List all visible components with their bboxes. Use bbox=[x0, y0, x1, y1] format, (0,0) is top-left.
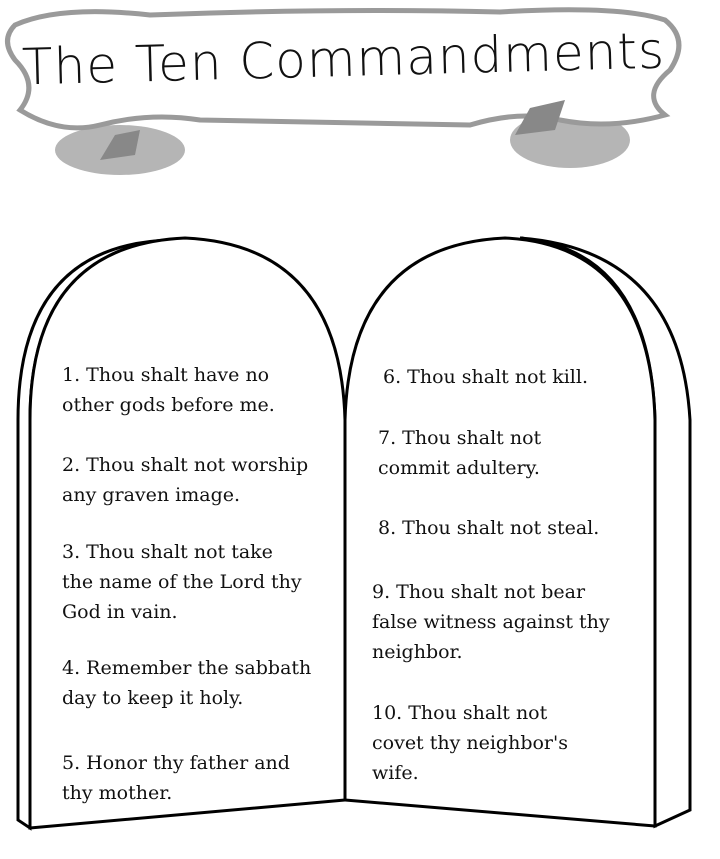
line: 9. Thou shalt not bear bbox=[372, 581, 586, 603]
line: 2. Thou shalt not worship bbox=[62, 454, 309, 476]
line: 7. Thou shalt not bbox=[378, 427, 542, 449]
line: 4. Remember the sabbath bbox=[62, 657, 312, 679]
commandment-9 bbox=[372, 577, 610, 667]
commandment-8 bbox=[378, 513, 599, 543]
commandment-5 bbox=[62, 748, 290, 808]
line: God in vain. bbox=[62, 601, 178, 623]
line: 10. Thou shalt not bbox=[372, 702, 548, 724]
commandment-4 bbox=[62, 653, 311, 713]
line: neighbor. bbox=[372, 641, 463, 663]
line: 5. Honor thy father and bbox=[62, 752, 290, 774]
line: other gods before me. bbox=[62, 394, 275, 416]
line: covet thy neighbor's bbox=[372, 732, 568, 754]
line: 3. Thou shalt not take bbox=[62, 541, 273, 563]
line: wife. bbox=[372, 762, 419, 784]
line: 8. Thou shalt not steal. bbox=[378, 517, 600, 539]
line: commit adultery. bbox=[378, 457, 540, 479]
commandment-1 bbox=[62, 360, 275, 420]
line: 6. Thou shalt not kill. bbox=[383, 366, 588, 388]
line: thy mother. bbox=[62, 782, 173, 804]
commandment-3 bbox=[62, 537, 302, 627]
line: the name of the Lord thy bbox=[62, 571, 302, 593]
commandment-7 bbox=[378, 423, 541, 483]
line: day to keep it holy. bbox=[62, 687, 244, 709]
commandment-10 bbox=[372, 698, 568, 788]
line: any graven image. bbox=[62, 484, 241, 506]
page-title: The Ten Commandments bbox=[21, 21, 666, 97]
line: false witness against thy bbox=[372, 611, 610, 633]
left-tablet bbox=[18, 238, 345, 828]
commandment-2 bbox=[62, 450, 308, 510]
line: 1. Thou shalt have no bbox=[62, 364, 270, 386]
commandment-6 bbox=[383, 362, 588, 392]
